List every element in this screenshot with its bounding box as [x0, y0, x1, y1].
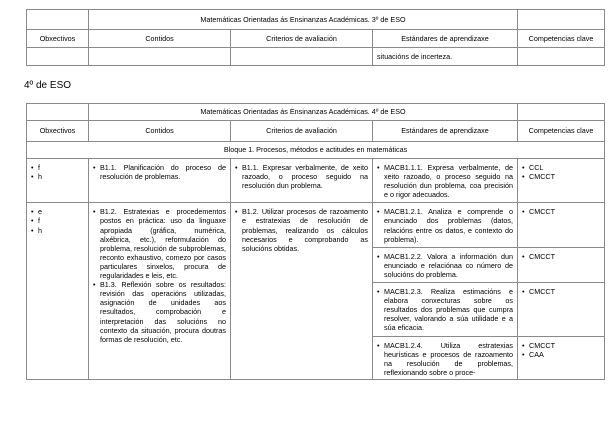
table-cell [231, 48, 373, 66]
standard-item: • MACB1.1.1. Expresa verbalmente, de xeito razoado, o proceso seguido na resolución dun problema, coa precisión e o rigor adecuados. [377, 163, 513, 199]
objectives-cell [27, 159, 89, 203]
header-criteria: Criterios de avaliación [231, 30, 373, 48]
standard-item: • MACB1.2.2. Valora a información dun enunciado e relaciónaa co número de solucións do problema. [377, 252, 513, 279]
competence-item: • CMCCT [522, 341, 600, 350]
criterion-item: • B1.2. Utilizar procesos de razoamento e estratexias de resolución de problemas, realizando os cálculos necesarios e comprobando as solucións obtidas. [235, 207, 368, 252]
header-objectives: Obxectivos [27, 121, 89, 142]
competences-cell [518, 247, 605, 282]
objective-item: • h [31, 172, 84, 181]
standard-item: • MACB1.2.4. Utiliza estratexias heurísticas e procesos de razoamento na resolución de problemas, reflexionando sobre o proce- [377, 341, 513, 377]
objective-item: • f [31, 216, 84, 225]
competence-item: • CMCCT [522, 252, 600, 261]
table-title: Matemáticas Orientadas ás Ensinanzas Académicas. 4º de ESO [89, 104, 518, 121]
table-3eso [26, 9, 605, 66]
header-criteria: Criterios de avaliación [231, 121, 373, 142]
table-cell [518, 48, 605, 66]
standard-cell [373, 283, 518, 336]
competence-item: • CAA [522, 350, 600, 359]
standard-cell: situacións de incerteza. [373, 48, 518, 66]
competences-cell [518, 159, 605, 203]
table-cell [27, 48, 89, 66]
competence-item: • CMCCT [522, 287, 600, 296]
standard-cell [373, 247, 518, 282]
standard-cell [373, 159, 518, 203]
table-corner [27, 104, 89, 121]
content-cell [89, 203, 231, 380]
competences-cell [518, 336, 605, 379]
standard-cell [373, 336, 518, 379]
content-item: • B1.3. Reflexión sobre os resultados: revisión das operacións utilizadas, asignación de unidades aos resultados, comprobación e interpretación das solucións no contexto da situación, procura doutras formas de resolución, etc. [93, 280, 226, 344]
table-corner [518, 104, 605, 121]
header-standards: Estándares de aprendizaxe [373, 30, 518, 48]
objective-item: • e [31, 207, 84, 216]
competences-cell [518, 283, 605, 336]
content-item: • B1.2. Estratexias e procedementos postos en práctica: uso da linguaxe apropiada (gráfica, numérica, alxébrica, etc.), reformulación do problema, resolución de subproblemas, reconto exhaustivo, comezo por casos particulares sinxelos, procura de regularidades e leis, etc. [93, 207, 226, 280]
standard-item: • MACB1.2.1. Analiza e comprende o enunciado dos problemas (datos, relacións entre os datos, e contexto do problema). [377, 207, 513, 243]
section-heading: 4º de ESO [24, 80, 72, 91]
standard-item: • MACB1.2.3. Realiza estimacións e elabora conxecturas sobre os resultados dos problemas que cumpra resolver, valorando a súa utilidade e a súa eficacia. [377, 287, 513, 332]
criterion-cell [231, 203, 373, 380]
criterion-item: • B1.1. Expresar verbalmente, de xeito razoado, o proceso seguido na resolución dun problema. [235, 163, 368, 190]
header-objectives: Obxectivos [27, 30, 89, 48]
competences-cell [518, 203, 605, 247]
table-4eso [26, 103, 605, 380]
standard-cell [373, 203, 518, 247]
competence-item: • CMCCT [522, 172, 600, 181]
content-cell [89, 159, 231, 203]
objective-item: • f [31, 163, 84, 172]
objectives-cell [27, 203, 89, 380]
header-standards: Estándares de aprendizaxe [373, 121, 518, 142]
header-competences: Competencias clave [518, 30, 605, 48]
objective-item: • h [31, 226, 84, 235]
table-corner [518, 10, 605, 30]
header-contents: Contidos [89, 121, 231, 142]
header-competences: Competencias clave [518, 121, 605, 142]
content-item: • B1.1. Planificación do proceso de resolución de problemas. [93, 163, 226, 181]
table-corner [27, 10, 89, 30]
table-title: Matemáticas Orientadas ás Ensinanzas Académicas. 3º de ESO [89, 10, 518, 30]
header-contents: Contidos [89, 30, 231, 48]
competence-item: • CMCCT [522, 207, 600, 216]
criterion-cell [231, 159, 373, 203]
competence-item: • CCL [522, 163, 600, 172]
block-title: Bloque 1. Procesos, métodos e actitudes en matemáticas [27, 142, 605, 159]
table-cell [89, 48, 231, 66]
